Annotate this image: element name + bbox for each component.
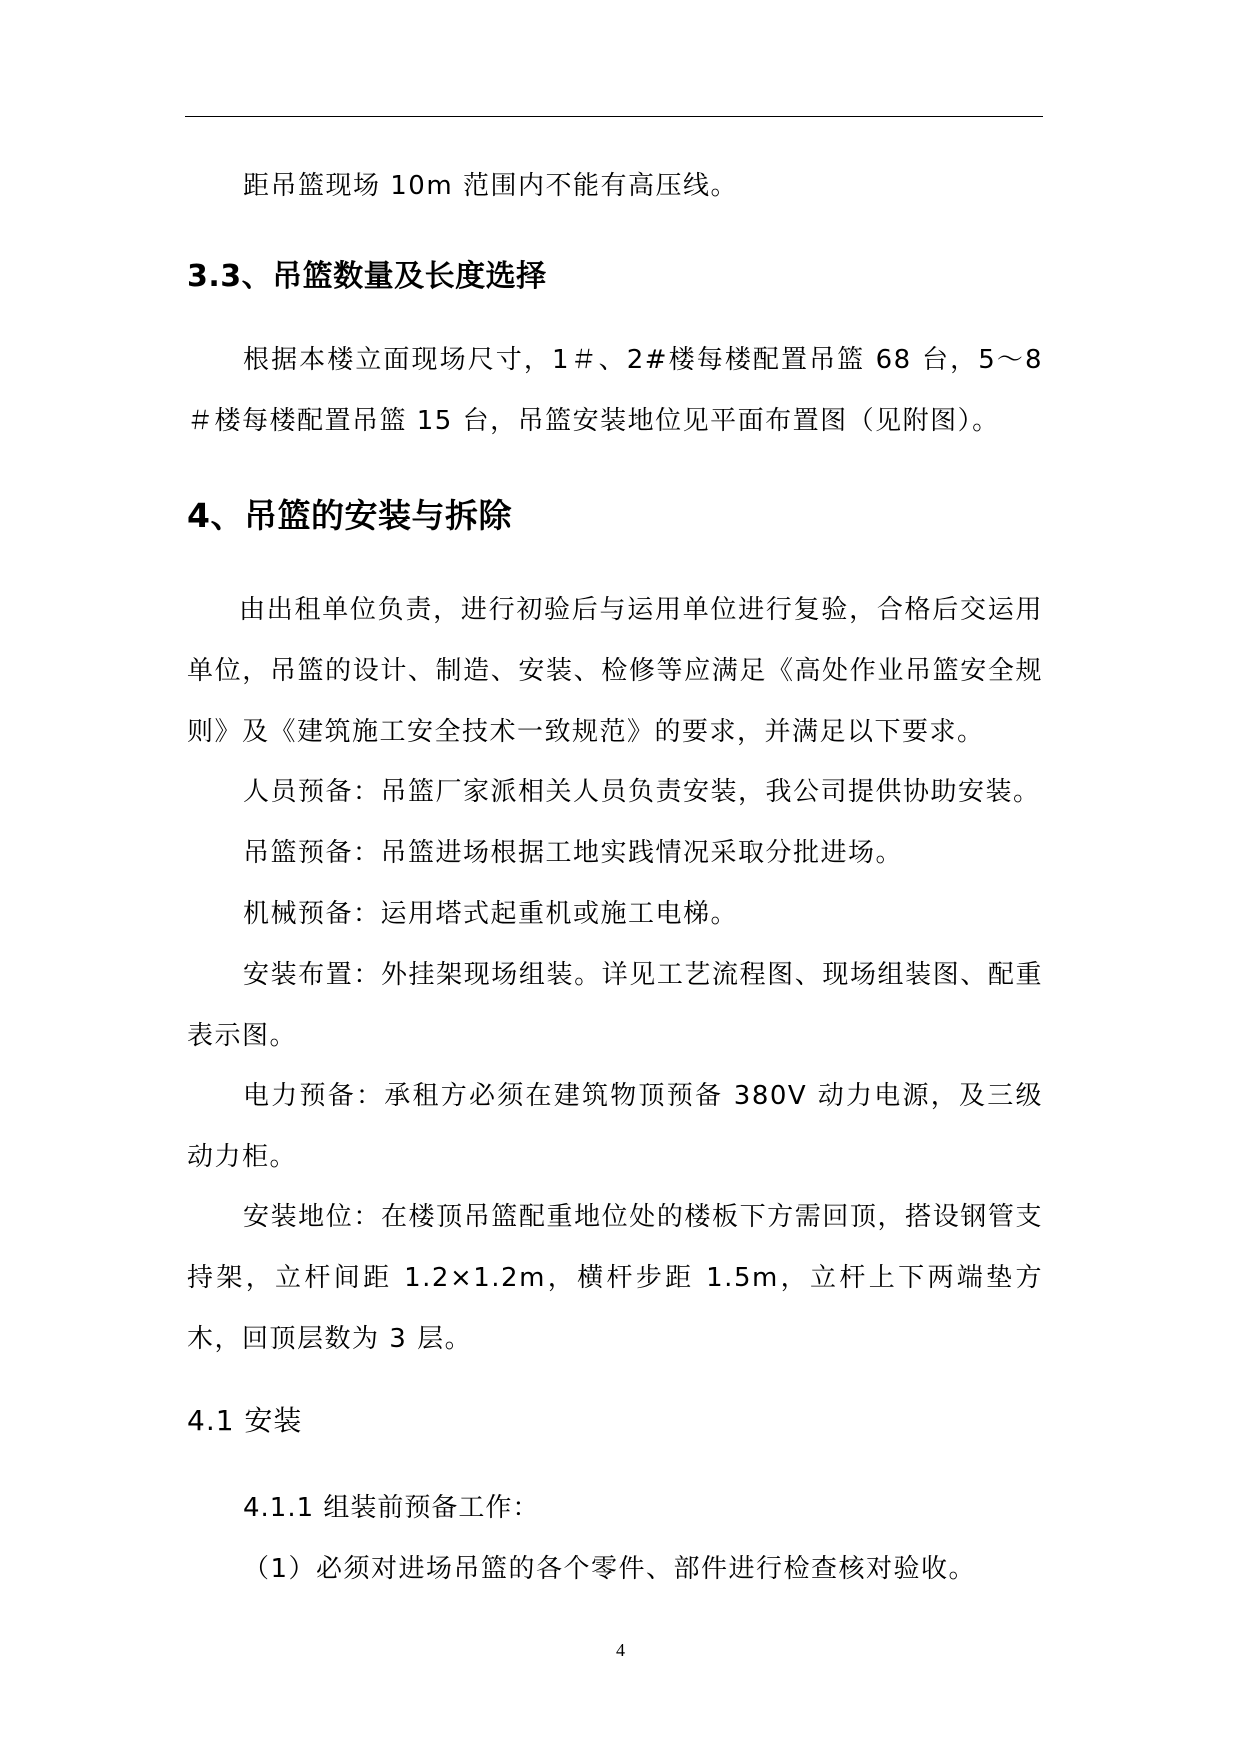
page-number: 4 [616, 1640, 625, 1660]
section-3-3-body: 根据本楼立面现场尺寸，1＃、2#楼每楼配置吊篮 68 台，5～8＃楼每楼配置吊篮 15 台，吊篮安装地位见平面布置图（见附图）。 [187, 345, 1043, 436]
basket-prep-paragraph: 吊篮预备：吊篮进场根据工地实践情况采取分批进场。 [243, 838, 904, 868]
list-item: （1）必须对进场吊篮的各个零件、部件进行检查核对验收。 [243, 1554, 977, 1584]
continuation-paragraph: 距吊篮现场 10m 范围内不能有高压线。 [243, 171, 738, 201]
installation-layout-paragraph: 安装布置：外挂架现场组装。详见工艺流程图、现场组装图、配重表示图。 [187, 960, 1043, 1051]
header-rule [185, 116, 1043, 117]
power-prep-paragraph: 电力预备：承租方必须在建筑物顶预备 380V 动力电源，及三级动力柜。 [187, 1081, 1043, 1172]
machinery-prep-paragraph: 机械预备：运用塔式起重机或施工电梯。 [243, 899, 739, 929]
installation-location-paragraph: 安装地位：在楼顶吊篮配重地位处的楼板下方需回顶，搭设钢管支持架，立杆间距 1.2×1.2m，横杆步距 1.5m，立杆上下两端垫方木，回顶层数为 3 层。 [187, 1202, 1043, 1354]
personnel-prep-paragraph: 人员预备：吊篮厂家派相关人员负责安装，我公司提供协助安装。 [243, 777, 1041, 807]
section-4-1-heading: 4.1 安装 [187, 1404, 303, 1437]
section-4-1-1-heading: 4.1.1 组装前预备工作： [243, 1493, 540, 1523]
section-3-3-heading: 3.3、吊篮数量及长度选择 [187, 259, 547, 294]
section-4-heading: 4、吊篮的安装与拆除 [187, 496, 512, 535]
section-4-intro: 由出租单位负责，进行初验后与运用单位进行复验，合格后交运用单位，吊篮的设计、制造、安装、检修等应满足《高处作业吊篮安全规则》及《建筑施工安全技术一致规范》的要求，并满足以下要求。 [187, 595, 1043, 747]
